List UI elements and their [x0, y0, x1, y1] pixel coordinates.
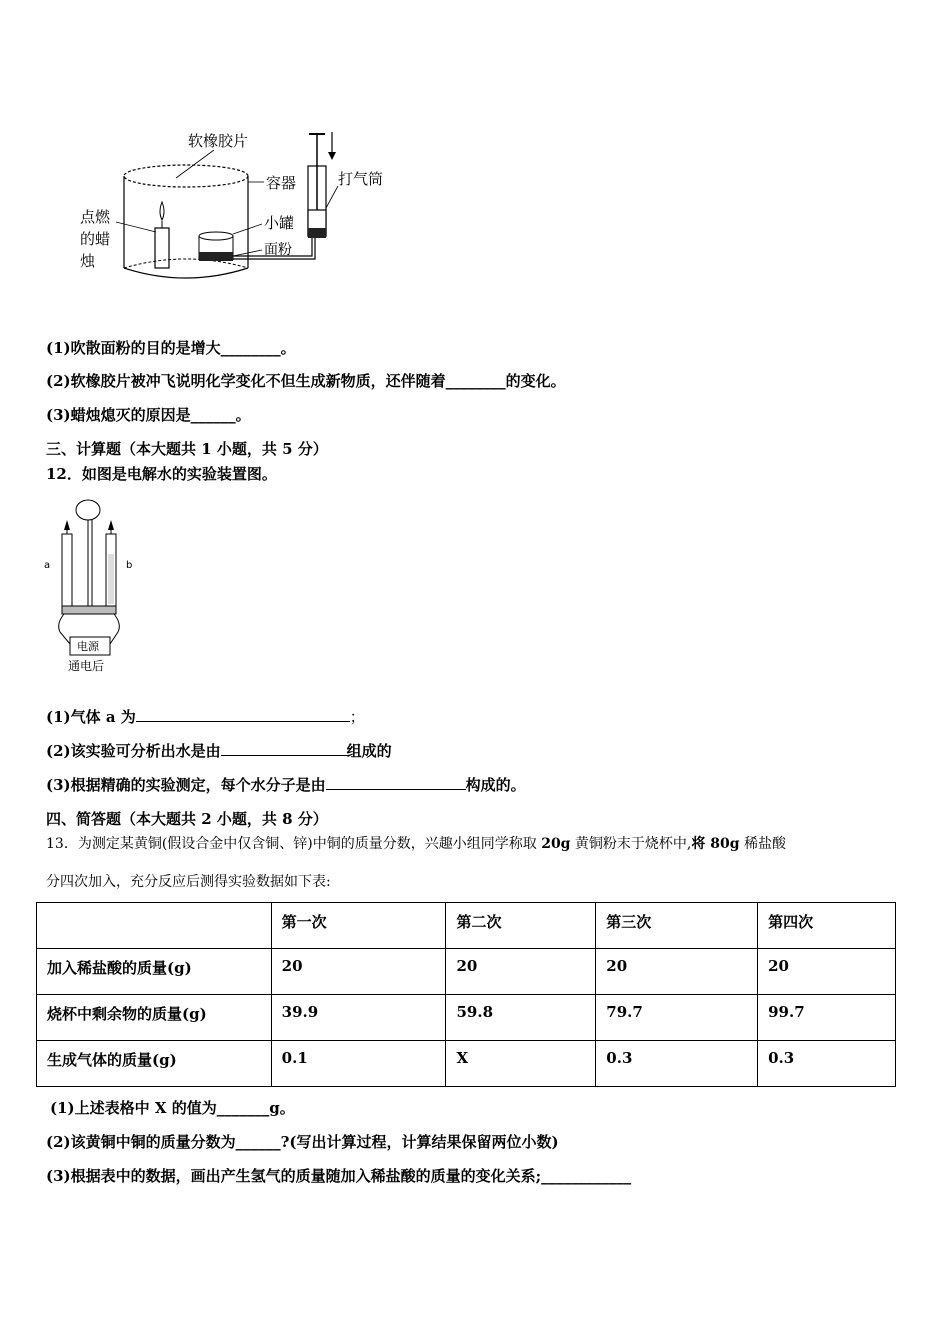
q12-stem: 12．如图是电解水的实验装置图。: [46, 465, 277, 483]
label-pump: 打气筒: [338, 170, 384, 188]
flour-explosion-diagram: [76, 128, 406, 288]
label-candle-1: 点燃: [80, 208, 111, 226]
table-cell: 0.1: [271, 1041, 446, 1087]
q13-stem-mass: 20g: [541, 836, 571, 852]
q13-stem-c: 黄铜粉末于烧杯中,: [570, 836, 692, 852]
q13-part3: (3)根据表中的数据，画出产生氢气的质量随加入稀盐酸的质量的变化关系;____________: [46, 1167, 632, 1185]
table-cell: 20: [596, 949, 758, 995]
q13-stem-a: ．为测定某黄铜(假设合金中仅含铜、锌)中铜的质量分数，兴趣小组同学称取: [63, 836, 542, 852]
label-rubber: 软橡胶片: [188, 132, 249, 150]
label-power: 电源: [77, 640, 99, 653]
table-header-cell: 第二次: [446, 903, 596, 949]
q12-part2-blank[interactable]: [221, 741, 347, 756]
q11-part1: (1)吹散面粉的目的是增大________。: [46, 339, 296, 357]
table-cell: 0.3: [596, 1041, 758, 1087]
q13-part1: (1)上述表格中 X 的值为_______g。: [50, 1099, 295, 1117]
table-header-row: [37, 903, 896, 949]
table-cell: 生成气体的质量(g): [37, 1041, 272, 1087]
q12-part3-text: (3)根据精确的实验测定，每个水分子是由: [46, 776, 326, 794]
table-cell: 0.3: [758, 1041, 896, 1087]
section-3-heading: 三、计算题（本大题共 1 小题，共 5 分）: [46, 440, 328, 458]
table-cell: X: [446, 1041, 596, 1087]
q13-stem-e: 稀盐酸: [739, 836, 786, 852]
table-cell: 20: [446, 949, 596, 995]
table-header-cell: 第四次: [758, 903, 896, 949]
label-container: 容器: [266, 174, 297, 192]
q12-part2-end: 组成的: [346, 742, 392, 760]
q13-stem-line2: 分四次加入，充分反应后测得实验数据如下表:: [46, 874, 331, 890]
q11-part2: (2)软橡胶片被冲飞说明化学变化不但生成新物质，还伴随着________的变化。: [46, 372, 566, 390]
label-candle-2: 的蜡: [80, 230, 111, 248]
q12-part2-text: (2)该实验可分析出水是由: [46, 742, 221, 760]
table-row: [37, 1041, 896, 1087]
label-can: 小罐: [264, 214, 295, 232]
experiment-data-table: [36, 902, 896, 1087]
table-row: [37, 949, 896, 995]
q13-part2: (2)该黄铜中铜的质量分数为______?(写出计算过程，计算结果保留两位小数): [46, 1133, 559, 1151]
label-candle-3: 烛: [80, 252, 96, 270]
q12-part3-blank[interactable]: [326, 775, 466, 790]
table-cell: 99.7: [758, 995, 896, 1041]
q11-part3: (3)蜡烛熄灭的原因是______。: [46, 406, 251, 424]
table-cell: 20: [271, 949, 446, 995]
q13-stem-line1: [46, 833, 786, 853]
q12-part3-end: 构成的。: [465, 776, 526, 794]
table-row: [37, 995, 896, 1041]
q12-part2: [46, 740, 392, 761]
table-cell: 59.8: [446, 995, 596, 1041]
label-after-power: 通电后: [68, 659, 105, 673]
table-header-cell: 第一次: [271, 903, 446, 949]
q12-part1-blank[interactable]: [136, 707, 350, 722]
q12-part3: [46, 774, 526, 795]
q12-part1: [46, 706, 365, 727]
table-cell: 烧杯中剩余物的质量(g): [37, 995, 272, 1041]
table-cell: 79.7: [596, 995, 758, 1041]
table-cell: 39.9: [271, 995, 446, 1041]
table-cell: 加入稀盐酸的质量(g): [37, 949, 272, 995]
label-flour: 面粉: [264, 242, 292, 258]
table-header-cell: 第三次: [596, 903, 758, 949]
q13-number: 13: [46, 836, 64, 852]
label-a: a: [44, 560, 51, 571]
table-header-cell: [37, 903, 272, 949]
q12-part1-end: ；: [349, 708, 365, 726]
table-cell: 20: [758, 949, 896, 995]
electrolysis-diagram: [40, 494, 140, 676]
section-4-heading: 四、简答题（本大题共 2 小题，共 8 分）: [46, 810, 328, 828]
q13-stem-acid: 将 80g: [691, 836, 740, 852]
label-b: b: [126, 560, 133, 571]
q12-part1-text: (1)气体 a 为: [46, 708, 136, 726]
